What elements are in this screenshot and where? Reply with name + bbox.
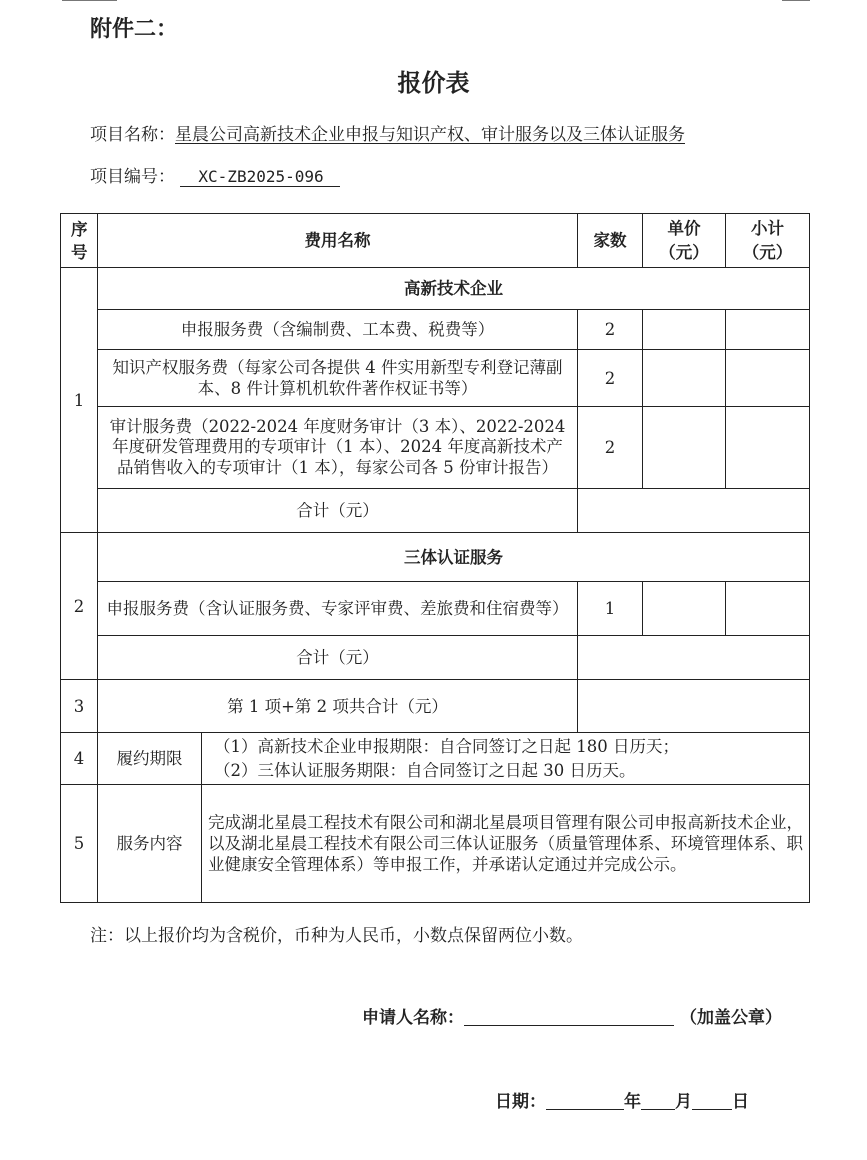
group2-seq: 2 [61, 533, 98, 680]
group1-item-subtotal [726, 350, 810, 407]
project-number-value: XC-ZB2025-096 [180, 167, 339, 187]
group1-item-subtotal [726, 407, 810, 489]
top-rule-right [782, 0, 810, 1]
group1-title: 高新技术企业 [98, 268, 810, 310]
group1-item-count: 2 [578, 407, 643, 489]
group1-item-name: 申报服务费（含编制费、工本费、税费等） [98, 310, 578, 350]
top-rule-left [62, 0, 117, 1]
table-row [61, 582, 810, 636]
applicant-name-blank [464, 1008, 674, 1026]
table-row [61, 533, 810, 582]
attachment-label: 附件二： [90, 17, 179, 42]
group1-item-count: 2 [578, 350, 643, 407]
group2-total-value [578, 636, 810, 680]
table-row [61, 680, 810, 733]
group2-item-subtotal [726, 582, 810, 636]
table-row [61, 268, 810, 310]
table-row [61, 636, 810, 680]
page-title: 报价表 [397, 69, 470, 97]
grand-total-label: 第 1 项+第 2 项共合计（元） [98, 680, 578, 733]
table-row [61, 407, 810, 489]
service-content-text: 完成湖北星晨工程技术有限公司和湖北星晨项目管理有限公司申报高新技术企业，以及湖北星晨工程技术有限公司三体认证服务（质量管理体系、环境管理体系、职业健康安全管理体系）等申报工作，并承诺认定通过并完成公示。 [202, 785, 810, 903]
month-blank [641, 1092, 675, 1110]
table-row [61, 733, 810, 785]
header-seq: 序号 [61, 214, 98, 268]
group2-item-unit-price [643, 582, 726, 636]
project-number-row [90, 162, 340, 187]
group1-item-count: 2 [578, 310, 643, 350]
group2-item-name: 申报服务费（含认证服务费、专家评审费、差旅费和住宿费等） [98, 582, 578, 636]
service-content-label: 服务内容 [98, 785, 202, 903]
row3-seq: 3 [61, 680, 98, 733]
applicant-signature-row [362, 1003, 782, 1028]
group1-item-name: 审计服务费（2022-2024 年度财务审计（3 本）、2022-2024 年度研发管理费用的专项审计（1 本）、2024 年度高新技术产品销售收入的专项审计（1 本），每家公司各 5 份审计报告） [98, 407, 578, 489]
date-label: 日期： [495, 1092, 546, 1112]
table-header-row [61, 214, 810, 268]
performance-period-line-1: （1）高新技术企业申报期限：自合同签订之日起 180 日历天； [214, 736, 679, 756]
quote-table [60, 213, 810, 903]
project-number-label: 项目编号： [90, 167, 175, 187]
group2-item-count: 1 [578, 582, 643, 636]
project-name-row [90, 120, 685, 145]
performance-period-content [202, 733, 810, 785]
day-label: 日 [732, 1092, 749, 1112]
group1-total-value [578, 489, 810, 533]
row5-seq: 5 [61, 785, 98, 903]
applicant-name-label: 申请人名称： [362, 1008, 464, 1028]
group2-total-label: 合计（元） [98, 636, 578, 680]
group1-total-label: 合计（元） [98, 489, 578, 533]
grand-total-value [578, 680, 810, 733]
group2-title: 三体认证服务 [98, 533, 810, 582]
seal-note: （加盖公章） [680, 1008, 782, 1028]
performance-period-line-2: （2）三体认证服务期限：自合同签订之日起 30 日历天。 [214, 760, 636, 780]
group1-item-subtotal [726, 310, 810, 350]
table-row [61, 350, 810, 407]
header-count: 家数 [578, 214, 643, 268]
group1-item-name: 知识产权服务费（每家公司各提供 4 件实用新型专利登记薄副本、8 件计算机机软件著作权证书等） [98, 350, 578, 407]
group1-seq: 1 [61, 268, 98, 533]
table-row [61, 310, 810, 350]
project-name-value: 星晨公司高新技术企业申报与知识产权、审计服务以及三体认证服务 [175, 125, 685, 145]
header-fee-name: 费用名称 [98, 214, 578, 268]
row4-seq: 4 [61, 733, 98, 785]
header-subtotal: 小计（元） [726, 214, 810, 268]
date-row [495, 1087, 749, 1112]
group1-item-unit-price [643, 310, 726, 350]
header-unit-price: 单价（元） [643, 214, 726, 268]
month-label: 月 [675, 1092, 692, 1112]
year-blank [546, 1092, 624, 1110]
project-name-label: 项目名称： [90, 125, 175, 145]
table-row [61, 785, 810, 903]
year-label: 年 [624, 1092, 641, 1112]
table-row [61, 489, 810, 533]
group1-item-unit-price [643, 350, 726, 407]
group1-item-unit-price [643, 407, 726, 489]
day-blank [692, 1092, 732, 1110]
performance-period-label: 履约期限 [98, 733, 202, 785]
footnote: 注：以上报价均为含税价，币种为人民币，小数点保留两位小数。 [90, 926, 583, 946]
